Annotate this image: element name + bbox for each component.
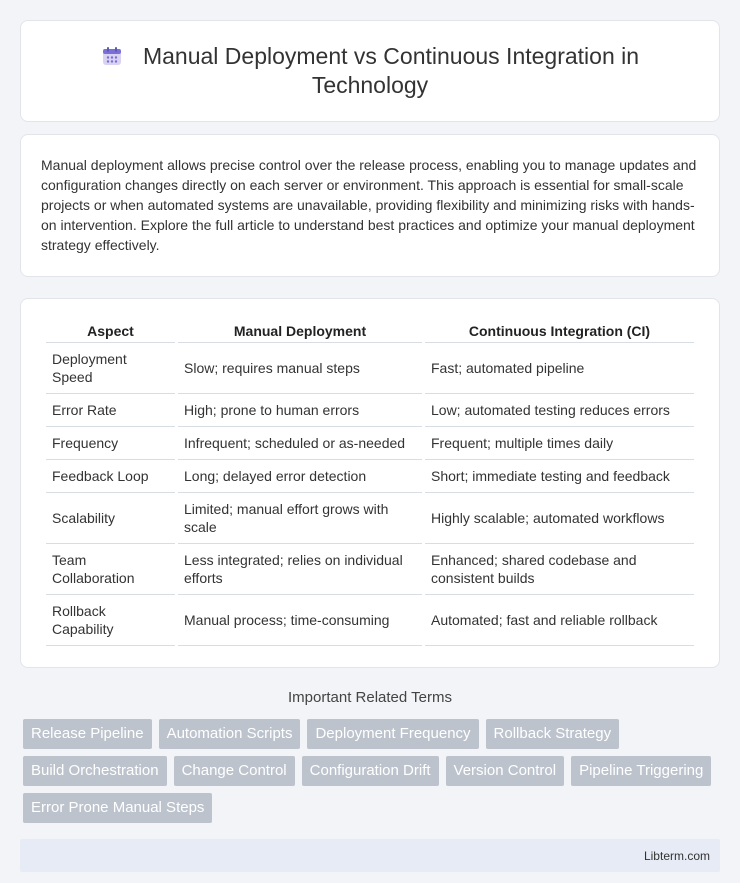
related-term-tag[interactable]: Automation Scripts — [159, 719, 301, 749]
related-terms-title: Important Related Terms — [288, 689, 452, 706]
related-term-tag[interactable]: Deployment Frequency — [307, 719, 478, 749]
comparison-table-card — [20, 298, 720, 668]
intro-card — [20, 134, 720, 277]
page-title-container — [61, 42, 679, 100]
related-term-tag[interactable]: Error Prone Manual Steps — [23, 793, 212, 823]
cell-aspect: Frequency — [46, 427, 175, 460]
cell-ci: Enhanced; shared codebase and consistent builds — [425, 544, 694, 595]
cell-aspect: Rollback Capability — [46, 595, 175, 646]
footer-site-link[interactable]: Libterm.com — [643, 849, 710, 863]
intro-text: Manual deployment allows precise control over the release process, enabling you to manage updates and configuration changes directly on each server or environment. This approach is essential for small-scale projects or when automated systems are unavailable, providing flexibility and minimizing risks with hands-on intervention. Explore the full article to understand best practices and optimize your manual deployment strategy effectively. — [41, 157, 697, 253]
cell-manual: Slow; requires manual steps — [178, 343, 422, 394]
cell-manual: Manual process; time-consuming — [178, 595, 422, 646]
cell-ci: Fast; automated pipeline — [425, 343, 694, 394]
cell-ci: Short; immediate testing and feedback — [425, 460, 694, 493]
table-row — [46, 427, 694, 460]
cell-manual: Infrequent; scheduled or as-needed — [178, 427, 422, 460]
table-row — [46, 544, 694, 595]
table-row — [46, 394, 694, 427]
related-term-tag[interactable]: Build Orchestration — [23, 756, 167, 786]
header-aspect: Aspect — [46, 319, 175, 343]
cell-aspect: Deployment Speed — [46, 343, 175, 394]
related-term-tag[interactable]: Release Pipeline — [23, 719, 152, 749]
related-term-tag[interactable]: Change Control — [174, 756, 295, 786]
comparison-table — [43, 319, 697, 646]
table-header-row — [46, 319, 694, 343]
cell-manual: Less integrated; relies on individual efforts — [178, 544, 422, 595]
table-row — [46, 343, 694, 394]
header-manual-deployment: Manual Deployment — [178, 319, 422, 343]
cell-aspect: Feedback Loop — [46, 460, 175, 493]
cell-ci: Highly scalable; automated workflows — [425, 493, 694, 544]
related-term-tag[interactable]: Rollback Strategy — [486, 719, 620, 749]
cell-manual: High; prone to human errors — [178, 394, 422, 427]
footer — [20, 839, 720, 872]
related-terms-list — [20, 719, 720, 823]
cell-ci: Frequent; multiple times daily — [425, 427, 694, 460]
table-row — [46, 493, 694, 544]
cell-aspect: Team Collaboration — [46, 544, 175, 595]
related-term-tag[interactable]: Configuration Drift — [302, 756, 439, 786]
related-term-tag[interactable]: Pipeline Triggering — [571, 756, 711, 786]
table-row — [46, 595, 694, 646]
calendar-icon — [101, 45, 123, 67]
related-term-tag[interactable]: Version Control — [446, 756, 565, 786]
cell-manual: Limited; manual effort grows with scale — [178, 493, 422, 544]
cell-manual: Long; delayed error detection — [178, 460, 422, 493]
cell-aspect: Scalability — [46, 493, 175, 544]
cell-aspect: Error Rate — [46, 394, 175, 427]
title-card — [20, 20, 720, 122]
cell-ci: Low; automated testing reduces errors — [425, 394, 694, 427]
table-row — [46, 460, 694, 493]
header-continuous-integration: Continuous Integration (CI) — [425, 319, 694, 343]
cell-ci: Automated; fast and reliable rollback — [425, 595, 694, 646]
page-title: Manual Deployment vs Continuous Integration in Technology — [142, 43, 640, 98]
